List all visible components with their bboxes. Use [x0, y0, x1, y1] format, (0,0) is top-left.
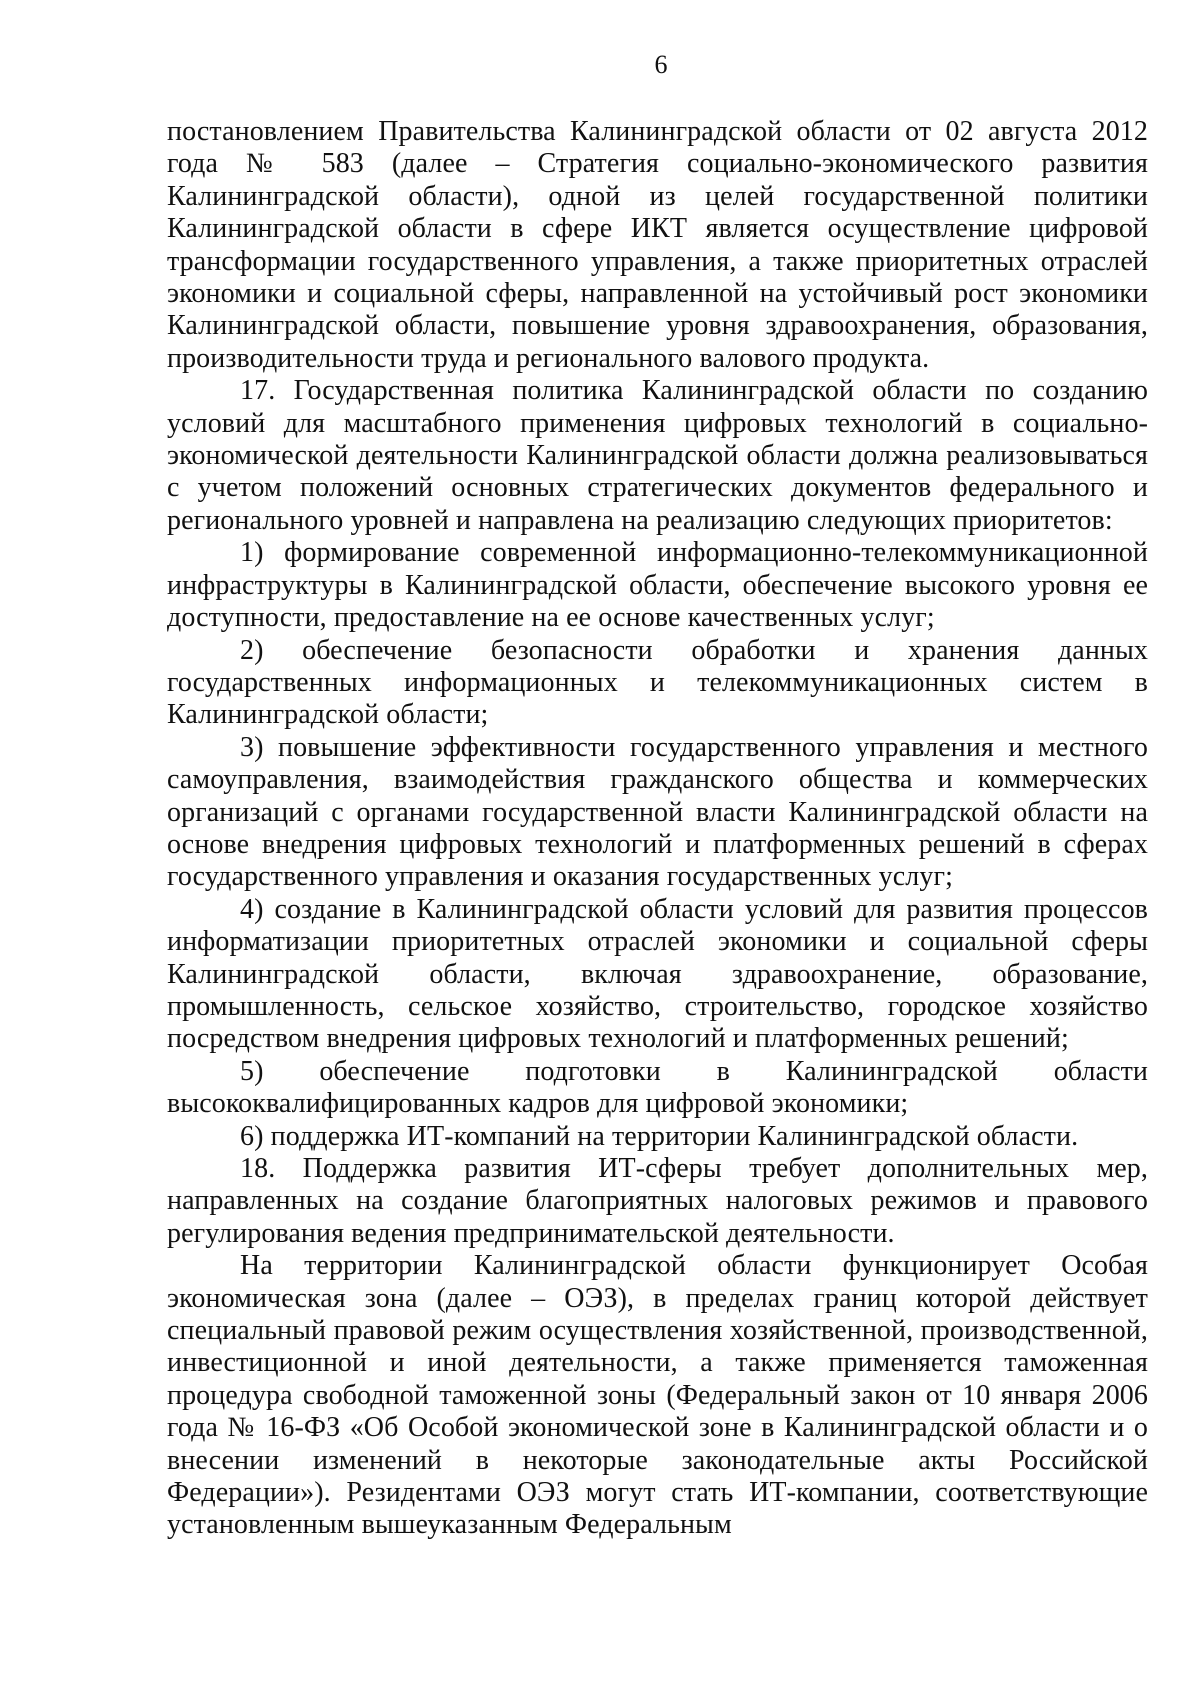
list-item-3: 3) повышение эффективности государственного управления и местного самоуправления, взаимодействия гражданского общества и коммерческих организаций с органами государственной власти Калининградской области на основе внедрения цифровых технологий и платформенных решений в сферах государственного управления и оказания государственных услуг; — [167, 731, 1148, 893]
paragraph-17: 17. Государственная политика Калининградской области по созданию условий для масштабного применения цифровых технологий в социально-экономической деятельности Калининградской области должна реализовываться с учетом положений основных стратегических документов федерального и регионального уровней и направлена на реализацию следующих приоритетов: — [167, 375, 1148, 536]
list-item-1: 1) формирование современной информационно-телекоммуникационной инфраструктуры в Калининградской области, обеспечение высокого уровня ее доступности, предоставление на ее основе качественных услуг; — [167, 537, 1148, 634]
document-body — [167, 116, 1148, 1542]
page-number: 6 — [654, 50, 668, 79]
paragraph-continuation: постановлением Правительства Калининградской области от 02 августа 2012 года № 583 (далее – Стратегия социально-экономического развития Калининградской области), одной из целей государственной политики Калининградской области в сфере ИКТ является осуществление цифровой трансформации государственного управления, а также приоритетных отраслей экономики и социальной сферы, направленной на устойчивый рост экономики Калининградской области, повышение уровня здравоохранения, образования, производительности труда и регионального валового продукта. — [167, 116, 1148, 374]
list-item-2: 2) обеспечение безопасности обработки и хранения данных государственных информационных и телекоммуникационных систем в Калининградской области; — [167, 634, 1148, 731]
list-item-5: 5) обеспечение подготовки в Калининградской области высококвалифицированных кадров для цифровой экономики; — [167, 1055, 1148, 1120]
paragraph-18: 18. Поддержка развития ИТ-сферы требует дополнительных мер, направленных на создание благоприятных налоговых режимов и правового регулирования ведения предпринимательской деятельности. — [167, 1153, 1148, 1249]
paragraph-oez: На территории Калининградской области функционирует Особая экономическая зона (далее – ОЭЗ), в пределах границ которой действует специальный правовой режим осуществления хозяйственной, производственной, инвестиционной и иной деятельности, а также применяется таможенная процедура свободной таможенной зоны (Федеральный закон от 10 января 2006 года № 16-ФЗ «Об Особой экономической зоне в Калининградской области и о внесении изменений в некоторые законодательные акты Российской Федерации»). Резидентами ОЭЗ могут стать ИТ-компании, соответствующие установленным вышеуказанным Федеральным — [167, 1250, 1148, 1541]
list-item-6: 6) поддержка ИТ-компаний на территории Калининградской области. — [240, 1120, 1079, 1152]
list-item-4: 4) создание в Калининградской области условий для развития процессов информатизации приоритетных отраслей экономики и социальной сферы Калининградской области, включая здравоохранение, образование, промышленность, сельское хозяйство, строительство, городское хозяйство посредством внедрения цифровых технологий и платформенных решений; — [167, 893, 1148, 1055]
